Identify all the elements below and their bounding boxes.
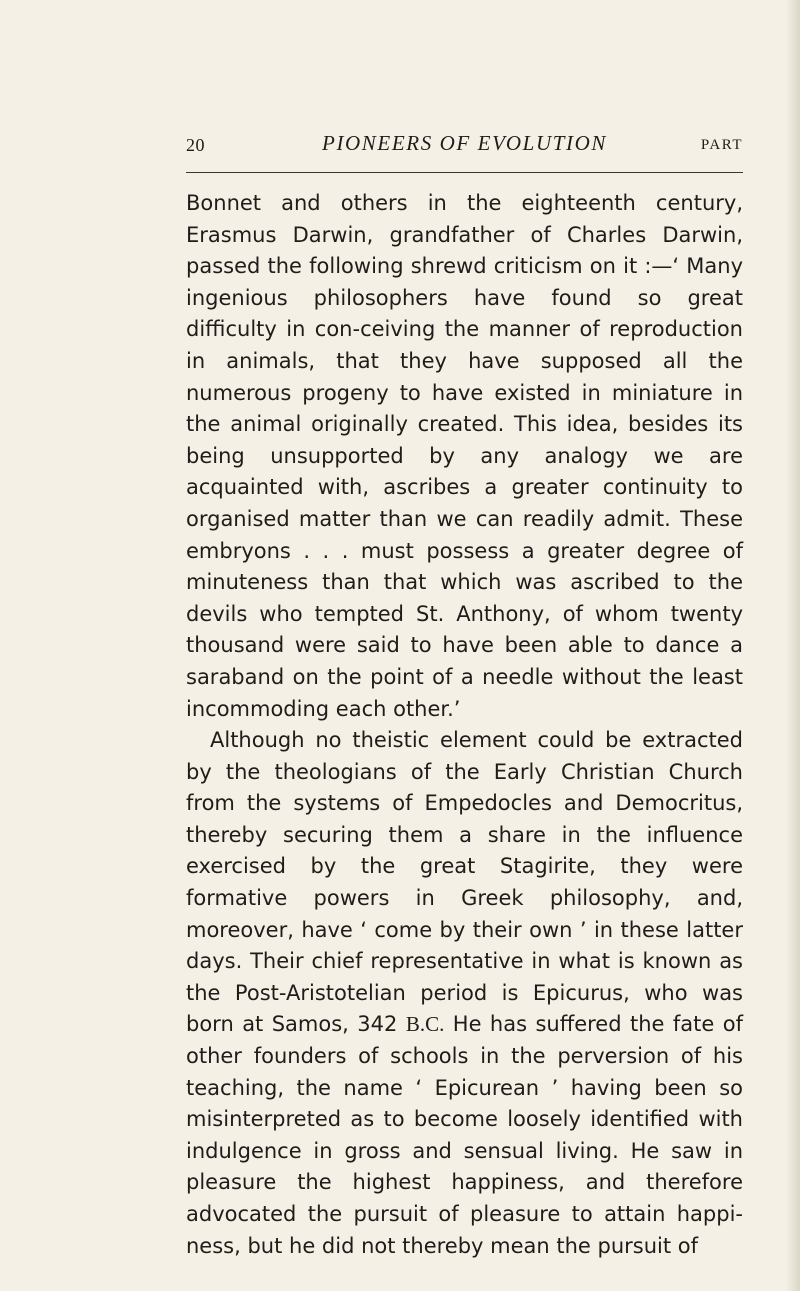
page-number: 20 <box>186 135 205 155</box>
running-title: PIONEERS OF EVOLUTION <box>322 131 607 155</box>
header-rule <box>186 172 743 173</box>
paragraph-1: Bonnet and others in the eighteenth century, Erasmus Darwin, grandfather of Charles Darwin, passed the following shrewd criticism on it :—‘ Many ingenious philosophers have found so great difficulty in con-ceiving the manner of reproduction in animals, that they have supposed all the numerous progeny to have existed in miniature in the animal originally created. This idea, besides its being unsupported by any analogy we are acquainted with, ascribes a greater continuity to organised matter than we can readily admit. These embryons . . . must possess a greater degree of minuteness than that which was ascribed to the devils who tempted St. Anthony, of whom twenty thousand were said to have been able to dance a saraband on the point of a needle without the least incommoding each other.’ <box>186 191 743 721</box>
paragraph-2-end: He has suffered the fate of other founders of schools in the perversion of his teaching, the name ‘ Epicurean ’ having been so misinterpreted as to become loosely identified with indulgence in gross and sensual living. He saw in pleasure the highest happiness, and therefore advocated the pursuit of pleasure to attain happi-ness, but he did not thereby mean the pursuit of <box>186 1012 743 1258</box>
body-text <box>186 188 743 1262</box>
paragraph-2 <box>186 725 743 1262</box>
date-era: B.C. <box>405 1012 445 1037</box>
section-label: PART <box>700 137 743 153</box>
page-edge-shadow <box>786 0 800 1291</box>
paragraph-2-start: Although no theistic element could be extracted by the theologians of the Early Christian Church from the systems of Empedocles and Democritus, thereby securing them a share in the influence exercised by the great Stagirite, they were formative powers in Greek philosophy, and, moreover, have ‘ come by their own ’ in these latter days. Their chief representative in what is known as the Post-Aristotelian period is Epicurus, who was born at Samos, 342 <box>186 728 743 1037</box>
page-header <box>186 131 743 165</box>
